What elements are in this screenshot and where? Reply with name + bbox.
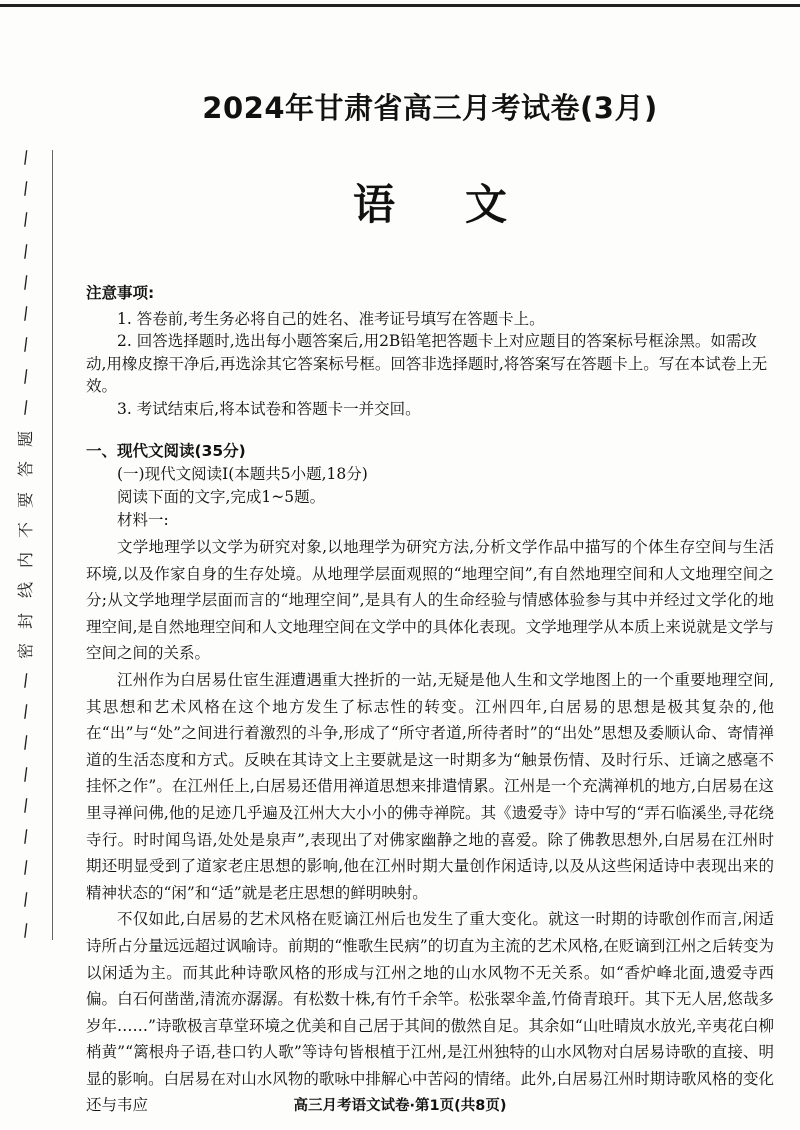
seal-line bbox=[52, 150, 53, 940]
seal-slash: / bbox=[21, 733, 31, 754]
seal-slash: / bbox=[21, 858, 31, 879]
notice-item: 1. 答卷前,考生务必将自己的姓名、准考证号填写在答题卡上。 bbox=[117, 309, 545, 328]
seal-slash: / bbox=[21, 147, 31, 169]
paragraph: 江州作为白居易仕宦生涯遭遇重大挫折的一站,无疑是他人生和文学地图上的一个重要地理空间,其思想和艺术风格在这个地方发生了标志性的转变。江州四年,白居易的思想是极其复杂的,他在“出”与“处”之间进行着激烈的斗争,形成了“所守者道,所待者时”的“出处”思想及委顺认命、寄情禅道的生活态度和方式。反映在其诗文上主要就是这一时期多为“触景伤情、及时行乐、迁谪之感毫不挂怀之作”。在江州任上,白居易还借用禅道思想来排遣情累。江州是一个充满禅机的地方,白居易在这里寻禅问佛,他的足迹几乎遍及江州大大小小的佛寺禅院。其《遗爱寺》诗中写的“弄石临溪坐,寻花绕寺行。时时闻鸟语,处处是泉声”,表现出了对佛家幽静之地的喜爱。除了佛教思想外,白居易在江州时期还明显受到了道家老庄思想的影响,他在江州时期大量创作闲适诗,以及从这些闲适诗中表现出来的精神状态的“闲”和“适”就是老庄思想的鲜明映射。 bbox=[86, 670, 774, 902]
paragraph: 不仅如此,白居易的艺术风格在贬谪江州后也发生了重大变化。就这一时期的诗歌创作而言,闲适诗所占分量远远超过讽喻诗。前期的“惟歌生民病”的切直为主流的艺术风格,在贬谪到江州之后转变为以闲适为主。而其此种诗歌风格的形成与江州之地的山水风物不无关系。如“香炉峰北面,遗爱寺西偏。白石何凿凿,清流亦潺潺。有松数十株,有竹千余竿。松张翠伞盖,竹倚青琅玕。其下无人居,悠哉多岁年……”诗歌极言草堂环境之优美和自己居于其间的傲然自足。其余如“山吐晴岚水放光,辛夷花白柳梢黄”“篱根舟子语,巷口钓人歌”等诗句皆根植于江州,是江州独特的山水风物对白居易诗歌的直接、明显的影响。白居易在对山水风物的歌咏中排解心中苦闷的情绪。此外,白居易江州时期诗歌风格的变化还与韦应 bbox=[86, 910, 774, 1115]
seal-slash: / bbox=[21, 397, 31, 419]
seal-char: 要 bbox=[15, 491, 35, 508]
seal-slash: / bbox=[21, 241, 31, 263]
seal-char: 密 bbox=[15, 642, 35, 659]
seal-slash: / bbox=[21, 889, 31, 910]
seal-char: 题 bbox=[15, 431, 35, 448]
seal-slash: / bbox=[21, 335, 31, 356]
material-text bbox=[86, 534, 774, 1119]
page-footer: 高三月考语文试卷·第1页(共8页) bbox=[293, 1098, 507, 1114]
notice-label: 注意事项: bbox=[86, 284, 155, 302]
section-instruction: 阅读下面的文字,完成1~5题。 bbox=[117, 488, 326, 506]
material-label: 材料一: bbox=[117, 511, 169, 529]
seal-slash: / bbox=[21, 178, 31, 200]
seal-char: 线 bbox=[15, 582, 35, 599]
seal-slash: / bbox=[21, 670, 31, 692]
notice-item: 3. 考试结束后,将本试卷和答题卡一并交回。 bbox=[117, 399, 421, 418]
notice-item: 2. 回答选择题时,选出每小题答案后,用2B铅笔把答题卡上对应题目的答案标号框涂黑。如需改动,用橡皮擦干净后,再选涂其它答案标号框。回答非选择题时,将答案写在答题卡上。写在本试卷上无效。 bbox=[86, 332, 768, 395]
section-subtitle: (一)现代文阅读I(本题共5小题,18分) bbox=[117, 465, 368, 483]
exam-title: 2024年甘肃省高三月考试卷(3月) bbox=[202, 91, 658, 125]
reading-section bbox=[86, 440, 774, 1119]
seal-slash: / bbox=[21, 303, 31, 325]
seal-slash: / bbox=[21, 826, 31, 848]
seal-slash: / bbox=[21, 701, 31, 723]
seal-slash: / bbox=[21, 764, 31, 786]
seal-slash: / bbox=[21, 366, 31, 387]
notice-block bbox=[86, 282, 774, 420]
seal-slash: / bbox=[21, 795, 31, 817]
seal-char: 答 bbox=[15, 461, 35, 478]
section-title: 一、现代文阅读(35分) bbox=[86, 442, 246, 460]
top-border bbox=[0, 4, 800, 7]
seal-slash: / bbox=[21, 210, 31, 231]
seal-slash: / bbox=[21, 272, 31, 294]
seal-char: 不 bbox=[15, 521, 35, 538]
seal-char: 封 bbox=[15, 612, 35, 629]
seal-slash: / bbox=[21, 920, 31, 942]
seal-line-margin bbox=[8, 147, 44, 942]
seal-char: 内 bbox=[15, 552, 35, 569]
paragraph: 文学地理学以文学为研究对象,以地理学为研究方法,分析文学作品中描写的个体生存空间与生活环境,以及作家自身的生存处境。从地理学层面观照的“地理空间”,有自然地理空间和人文地理空间之分;从文学地理学层面而言的“地理空间”,是具有人的生命经验与情感体验参与其中并经过文学化的地理空间,是自然地理空间和人文地理空间在文学中的具体化表现。文学地理学从本质上来说就是文学与空间之间的关系。 bbox=[86, 538, 774, 663]
subject-title: 语文 bbox=[352, 180, 577, 229]
